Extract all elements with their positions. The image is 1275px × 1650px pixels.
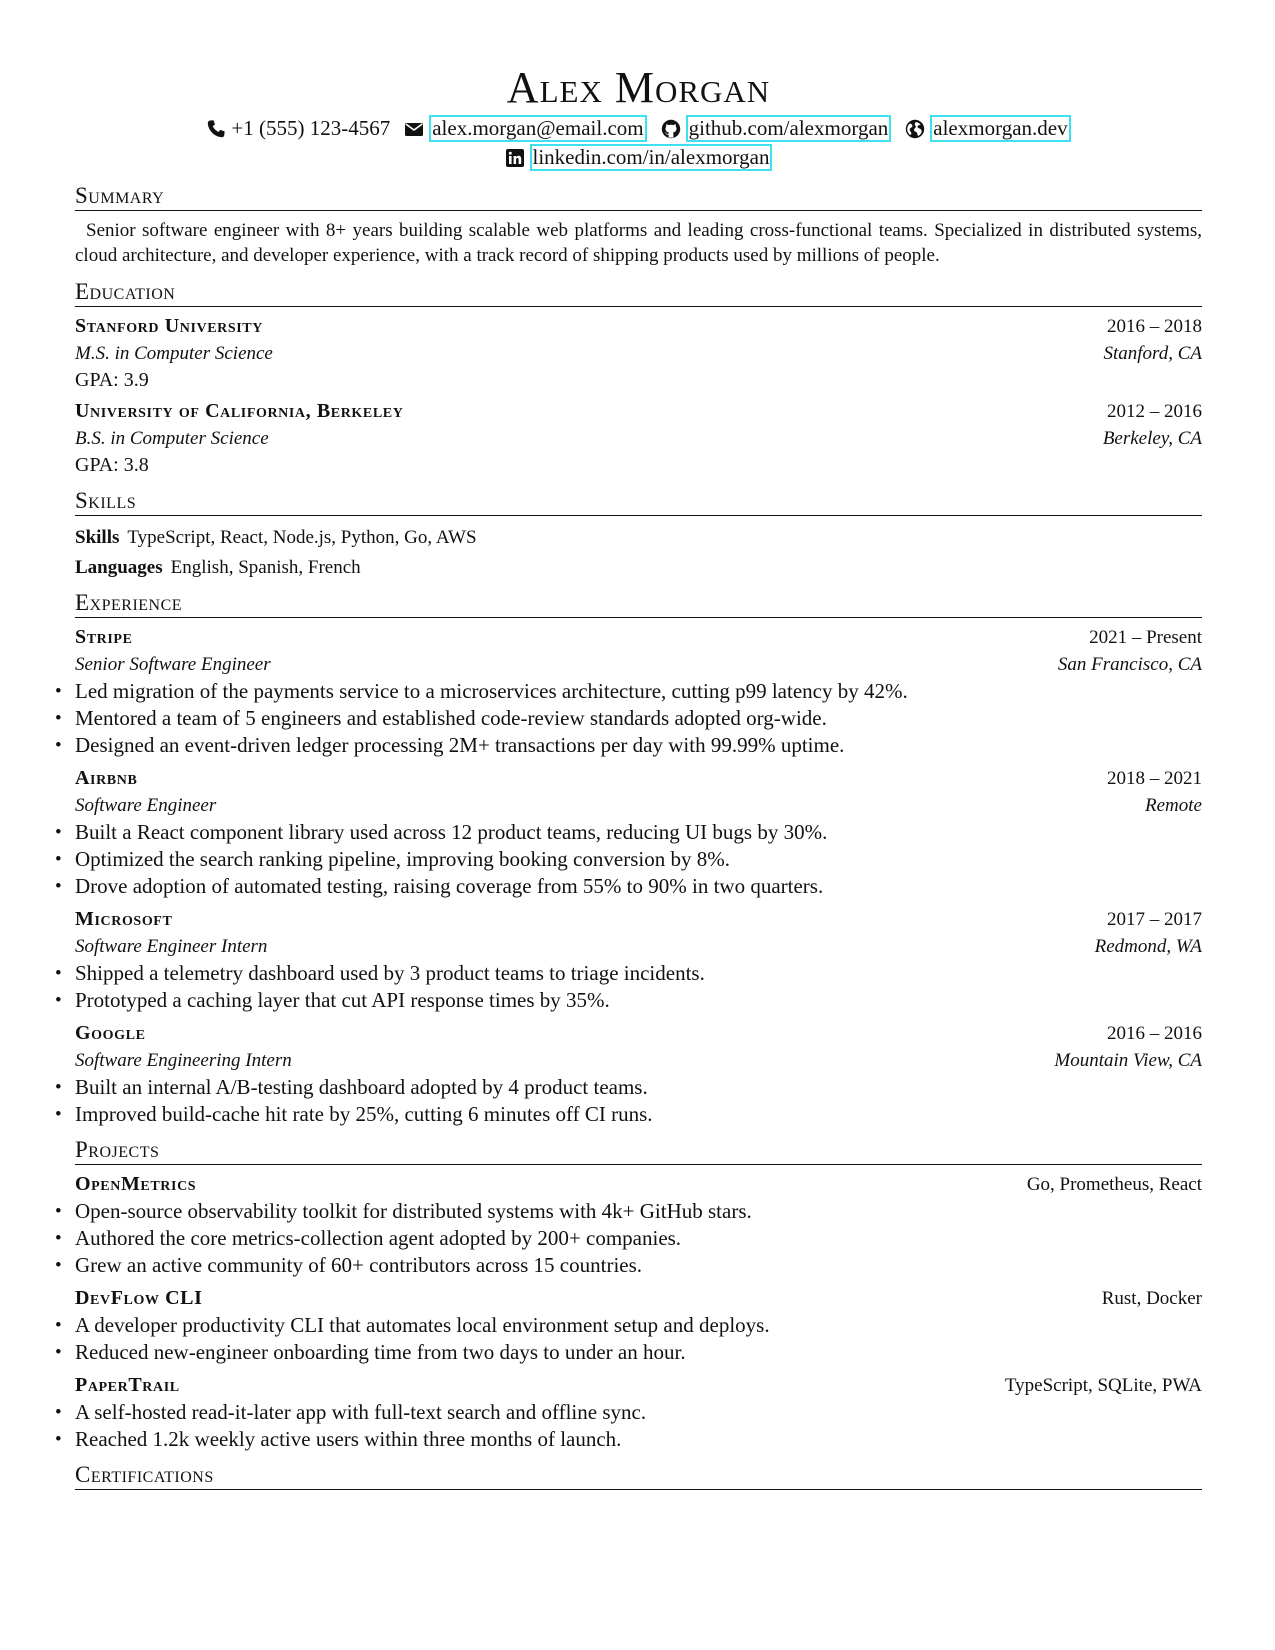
bullet-list: [75, 1312, 1202, 1366]
envelope-icon: [404, 119, 424, 139]
project-tech: TypeScript, SQLite, PWA: [1004, 1375, 1202, 1396]
education-entry: [75, 398, 1202, 479]
bullet-item: • Open-source observability toolkit for distributed systems with 4k+ GitHub stars.: [75, 1198, 1202, 1225]
bullet-item: • Optimized the search ranking pipeline, improving booking conversion by 8%.: [75, 846, 1202, 873]
skill-value: TypeScript, React, Node.js, Python, Go, AWS: [127, 527, 477, 548]
project-tech: Rust, Docker: [1101, 1288, 1202, 1309]
job-location: Redmond, WA: [1094, 936, 1202, 957]
job-dates: 2021 – Present: [1089, 627, 1202, 648]
edu-dates: 2016 – 2018: [1107, 316, 1202, 337]
job-dates: 2017 – 2017: [1107, 909, 1202, 930]
company-name: Airbnb: [75, 767, 138, 789]
job-title: Software Engineering Intern: [75, 1050, 292, 1071]
bullet-list: [75, 819, 1202, 900]
skills-heading: Skills: [75, 487, 1202, 516]
bullet-list: [75, 1074, 1202, 1128]
bullet-item: • Prototyped a caching layer that cut API response times by 35%.: [75, 987, 1202, 1014]
job-title: Software Engineer Intern: [75, 936, 268, 957]
website-link[interactable]: alexmorgan.dev: [930, 115, 1070, 142]
skill-value: English, Spanish, French: [170, 557, 361, 578]
bullet-item: • Authored the core metrics-collection agent adopted by 200+ companies.: [75, 1225, 1202, 1252]
job-dates: 2018 – 2021: [1107, 768, 1202, 789]
bullet-item: • Shipped a telemetry dashboard used by 3 product teams to triage incidents.: [75, 960, 1202, 987]
project-name: PaperTrail: [75, 1374, 180, 1396]
contact-line-2: [75, 143, 1202, 172]
job-title: Software Engineer: [75, 795, 217, 816]
bullet-list: [75, 960, 1202, 1014]
education-heading: Education: [75, 278, 1202, 307]
project-entry: [75, 1285, 1202, 1366]
github-link[interactable]: github.com/alexmorgan: [686, 115, 892, 142]
edu-location: Stanford, CA: [1103, 343, 1202, 364]
bullet-item: • Built a React component library used across 12 product teams, reducing UI bugs by 30%.: [75, 819, 1202, 846]
project-entry: [75, 1171, 1202, 1279]
bullet-list: [75, 1198, 1202, 1279]
bullet-list: [75, 678, 1202, 759]
company-name: Microsoft: [75, 908, 173, 930]
candidate-name: Alex Morgan: [506, 63, 771, 112]
school-name: University of California, Berkeley: [75, 400, 404, 422]
github-icon: [661, 119, 681, 139]
linkedin-contact: [505, 144, 773, 171]
experience-entry: [75, 765, 1202, 900]
degree: M.S. in Computer Science: [75, 343, 273, 364]
phone-number: +1 (555) 123-4567: [231, 116, 391, 140]
linkedin-icon: [505, 148, 525, 168]
bullet-item: • Mentored a team of 5 engineers and established code-review standards adopted org-wide.: [75, 705, 1202, 732]
bullet-item: • Built an internal A/B-testing dashboard adopted by 4 product teams.: [75, 1074, 1202, 1101]
gpa: GPA: 3.9: [75, 369, 149, 391]
job-dates: 2016 – 2016: [1107, 1023, 1202, 1044]
experience-entry: [75, 906, 1202, 1014]
bullet-item: • Reached 1.2k weekly active users within three months of launch.: [75, 1426, 1202, 1453]
contact-line: [75, 114, 1202, 143]
bullet-item: • Drove adoption of automated testing, raising coverage from 55% to 90% in two quarters.: [75, 873, 1202, 900]
project-tech: Go, Prometheus, React: [1026, 1174, 1202, 1195]
bullet-item: • Designed an event-driven ledger processing 2M+ transactions per day with 99.99% uptime.: [75, 732, 1202, 759]
bullet-item: • A developer productivity CLI that automates local environment setup and deploys.: [75, 1312, 1202, 1339]
project-name: OpenMetrics: [75, 1173, 197, 1195]
skill-row: [75, 523, 1202, 553]
projects-heading: Projects: [75, 1136, 1202, 1165]
school-name: Stanford University: [75, 315, 263, 337]
bullet-item: • Improved build-cache hit rate by 25%, cutting 6 minutes off CI runs.: [75, 1101, 1202, 1128]
email-contact: [404, 115, 646, 142]
bullet-list: [75, 1399, 1202, 1453]
experience-entry: [75, 624, 1202, 759]
certifications-heading: Certifications: [75, 1461, 1202, 1490]
project-name: DevFlow CLI: [75, 1287, 203, 1309]
resume-page: [75, 0, 1202, 1490]
job-location: Mountain View, CA: [1054, 1050, 1202, 1071]
website-contact: [905, 115, 1070, 142]
email-link[interactable]: alex.morgan@email.com: [429, 115, 646, 142]
edu-location: Berkeley, CA: [1102, 428, 1202, 449]
edu-dates: 2012 – 2016: [1107, 401, 1202, 422]
globe-icon: [905, 119, 925, 139]
skill-row: [75, 553, 1202, 583]
phone-contact: [206, 114, 390, 143]
skill-label: Skills: [75, 527, 120, 548]
job-title: Senior Software Engineer: [75, 654, 271, 675]
company-name: Stripe: [75, 626, 133, 648]
experience-entry: [75, 1020, 1202, 1128]
bullet-item: • Grew an active community of 60+ contributors across 15 countries.: [75, 1252, 1202, 1279]
bullet-item: • A self-hosted read-it-later app with full-text search and offline sync.: [75, 1399, 1202, 1426]
job-location: San Francisco, CA: [1057, 654, 1202, 675]
degree: B.S. in Computer Science: [75, 428, 269, 449]
company-name: Google: [75, 1022, 146, 1044]
skills-list: [75, 523, 1202, 583]
gpa: GPA: 3.8: [75, 454, 149, 476]
experience-heading: Experience: [75, 589, 1202, 618]
summary-heading: Summary: [75, 182, 1202, 211]
phone-icon: [206, 119, 226, 139]
bullet-item: • Led migration of the payments service to a microservices architecture, cutting p99 latency by 42%.: [75, 678, 1202, 705]
job-location: Remote: [1145, 795, 1202, 816]
github-contact: [661, 115, 892, 142]
linkedin-link[interactable]: linkedin.com/in/alexmorgan: [530, 144, 773, 171]
project-entry: [75, 1372, 1202, 1453]
bullet-item: • Reduced new-engineer onboarding time from two days to under an hour.: [75, 1339, 1202, 1366]
summary-text: Senior software engineer with 8+ years building scalable web platforms and leading cross-functional teams. Specialized in distributed systems, cloud architecture, and developer experience, with a track record of shipping products used by millions of people.: [75, 220, 1202, 266]
education-entry: [75, 313, 1202, 394]
skill-label: Languages: [75, 557, 163, 578]
